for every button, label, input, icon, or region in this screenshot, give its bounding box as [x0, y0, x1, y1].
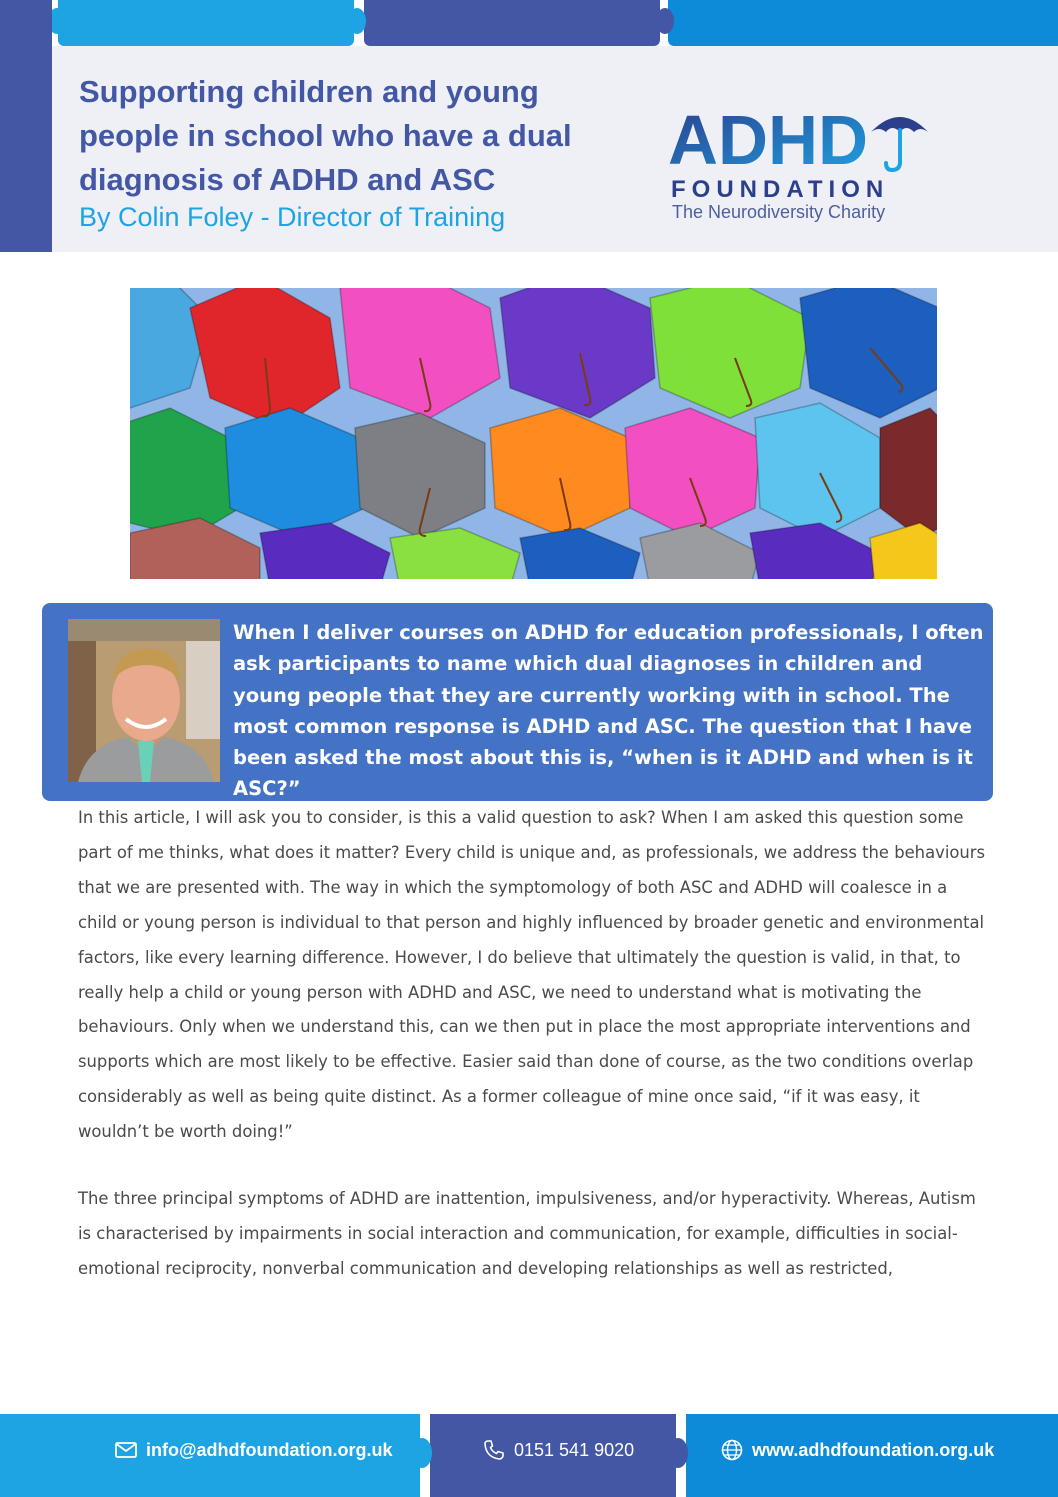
top-bar-segment-blue: [668, 0, 1058, 46]
phone-icon: [482, 1438, 506, 1462]
puzzle-knob: [412, 1438, 432, 1468]
top-bar-segment-navy: [364, 0, 660, 46]
logo-wordmark: ADHD: [668, 106, 868, 174]
header-side-stripe: [0, 0, 52, 252]
intro-text: When I deliver courses on ADHD for education professionals, I often ask participants to name which dual diagnoses in children and young people that they are currently working with in school. The most common response is ADHD and ASC. The question that I have been asked the most about this is, “when is it ADHD and when is it ASC?”: [233, 621, 984, 801]
footer-phone-link[interactable]: [482, 1435, 634, 1465]
globe-icon: [720, 1438, 744, 1462]
logo-foundation-text: FOUNDATION: [671, 176, 890, 203]
page-title: Supporting children and young people in school who have a dual diagnosis of ADHD and ASC: [79, 74, 572, 197]
body-paragraph: In this article, I will ask you to consider, is this a valid question to ask? When I am asked this question some part of me thinks, what does it matter? Every child is unique and, as professionals, we address the behaviours that we are presented with. The way in which the symptomology of both ASC and ADHD will coalesce in a child or young person is individual to that person and highly influenced by broader genetic and environmental factors, like every learning difference. However, I do believe that ultimately the question is valid, in that, to really help a child or young person with ADHD and ASC, we need to understand what is motivating the behaviours. Only when we understand this, can we then put in place the most appropriate interventions and supports which are most likely to be effective. Easier said than done of course, as the two conditions overlap considerably as well as being quite distinct. As a former colleague of mine once said, “if it was easy, it wouldn’t be worth doing!”: [78, 808, 986, 1142]
umbrellas-illustration: [130, 288, 937, 579]
footer-website-text: www.adhdfoundation.org.uk: [752, 1439, 995, 1460]
umbrella-icon: [871, 117, 928, 170]
adhd-foundation-logo: [668, 106, 938, 226]
umbrellas-banner-image: [130, 288, 937, 579]
top-decorative-bar: [0, 0, 1058, 48]
footer-phone-text: 0151 541 9020: [514, 1439, 635, 1460]
footer-contact-bar: [0, 1410, 1058, 1497]
footer-email-text: info@adhdfoundation.org.uk: [146, 1439, 393, 1460]
puzzle-knob: [348, 8, 366, 34]
puzzle-knob: [656, 8, 674, 34]
author-photo: [68, 619, 220, 782]
footer-email-link[interactable]: [114, 1435, 393, 1465]
logo-tagline: The Neurodiversity Charity: [672, 202, 886, 222]
author-portrait-illustration: [68, 619, 220, 782]
puzzle-knob: [668, 1438, 688, 1468]
author-byline: By Colin Foley - Director of Training: [79, 202, 506, 232]
footer-website-link[interactable]: [720, 1435, 994, 1465]
logo-wordmark-graphic: [668, 106, 938, 174]
top-bar-segment-sky: [58, 0, 354, 46]
body-paragraph: The three principal symptoms of ADHD are inattention, impulsiveness, and/or hyperactivity. Whereas, Autism is characterised by impairments in social interaction and communication, for example, difficulties in social-emotional reciprocity, nonverbal communication and developing relationships as well as restricted,: [78, 1189, 976, 1278]
envelope-icon: [114, 1438, 138, 1462]
